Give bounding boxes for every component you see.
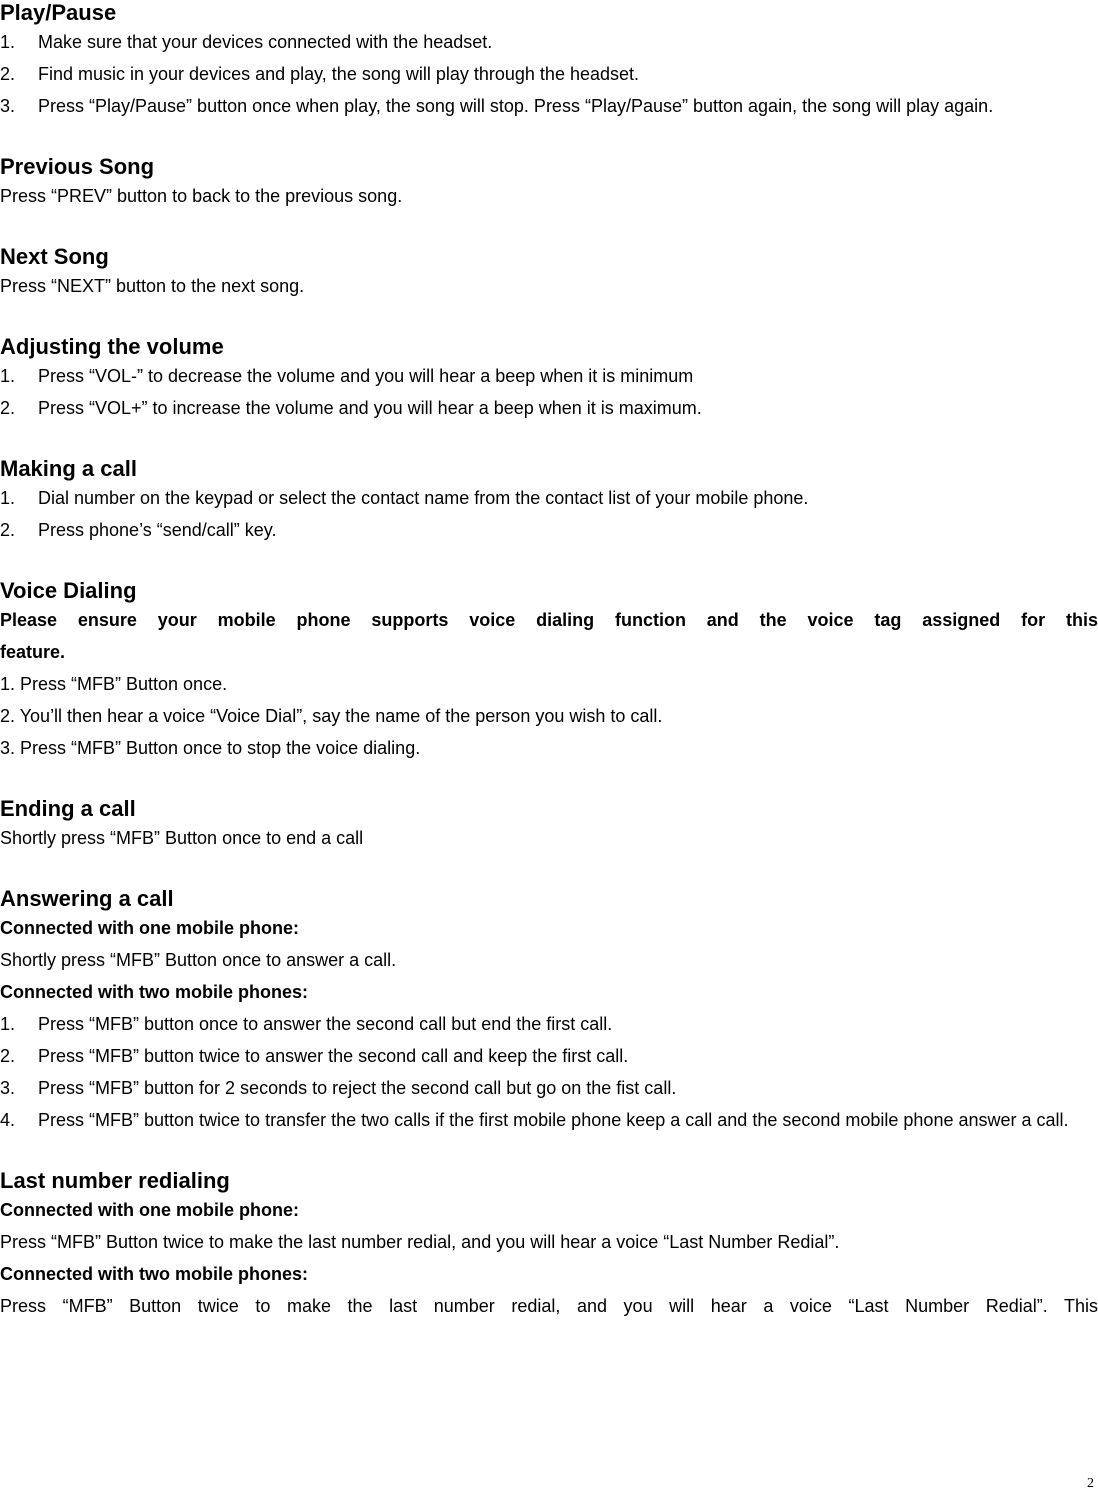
heading-answering-call: Answering a call	[0, 886, 174, 911]
last-number-one-phone-label: Connected with one mobile phone:	[0, 1200, 299, 1220]
heading-play-pause: Play/Pause	[0, 0, 117, 25]
voice-dialing-note-line1: Please ensure your mobile phone supports voice dialing function and the voice tag assigned for this	[0, 610, 1098, 630]
last-number-two-phones-label: Connected with two mobile phones:	[0, 1264, 308, 1284]
list-item: 3. Press “Play/Pause” button once when play, the song will stop. Press “Play/Pause” button again, the song will play again.	[0, 96, 994, 116]
ending-call-text: Shortly press “MFB” Button once to end a call	[0, 828, 364, 848]
play-pause-list	[0, 26, 1098, 122]
making-call-list	[0, 482, 1098, 546]
voice-dialing-note-line2: feature.	[0, 642, 66, 662]
previous-song-text: Press “PREV” button to back to the previous song.	[0, 186, 403, 206]
voice-dialing-step: 3. Press “MFB” Button once to stop the voice dialing.	[0, 738, 421, 758]
list-item: 4. Press “MFB” button twice to transfer the two calls if the first mobile phone keep a call and the second mobile phone answer a call.	[0, 1110, 1069, 1130]
list-item: 1. Press “VOL-” to decrease the volume and you will hear a beep when it is minimum	[0, 366, 694, 386]
list-item: 1. Make sure that your devices connected with the headset.	[0, 32, 493, 52]
heading-making-call: Making a call	[0, 456, 137, 481]
list-item: 2. Press “VOL+” to increase the volume and you will hear a beep when it is maximum.	[0, 398, 702, 418]
list-item: 3. Press “MFB” button for 2 seconds to reject the second call but go on the fist call.	[0, 1078, 677, 1098]
heading-previous-song: Previous Song	[0, 154, 155, 179]
answering-one-phone-text: Shortly press “MFB” Button once to answer a call.	[0, 950, 397, 970]
page-number: 2	[1087, 1476, 1094, 1491]
answering-one-phone-label: Connected with one mobile phone:	[0, 918, 299, 938]
last-number-one-phone-text: Press “MFB” Button twice to make the last number redial, and you will hear a voice “Last Number Redial”.	[0, 1232, 840, 1252]
heading-voice-dialing: Voice Dialing	[0, 578, 137, 603]
heading-next-song: Next Song	[0, 244, 109, 269]
heading-last-number: Last number redialing	[0, 1168, 230, 1193]
heading-volume: Adjusting the volume	[0, 334, 224, 359]
list-item: 2. Find music in your devices and play, the song will play through the headset.	[0, 64, 640, 84]
answering-two-phones-list	[0, 1008, 1098, 1136]
answering-two-phones-label: Connected with two mobile phones:	[0, 982, 308, 1002]
last-number-two-phones-text: Press “MFB” Button twice to make the last number redial, and you will hear a voice “Last Number Redial”. This	[0, 1296, 1098, 1316]
voice-dialing-step: 1. Press “MFB” Button once.	[0, 674, 228, 694]
list-item: 1. Press “MFB” button once to answer the second call but end the first call.	[0, 1014, 613, 1034]
heading-ending-call: Ending a call	[0, 796, 136, 821]
list-item: 1. Dial number on the keypad or select the contact name from the contact list of your mobile phone.	[0, 488, 809, 508]
voice-dialing-step: 2. You’ll then hear a voice “Voice Dial”, say the name of the person you wish to call.	[0, 706, 663, 726]
next-song-text: Press “NEXT” button to the next song.	[0, 276, 305, 296]
list-item: 2. Press phone’s “send/call” key.	[0, 520, 277, 540]
volume-list	[0, 360, 1098, 424]
list-item: 2. Press “MFB” button twice to answer the second call and keep the first call.	[0, 1046, 629, 1066]
